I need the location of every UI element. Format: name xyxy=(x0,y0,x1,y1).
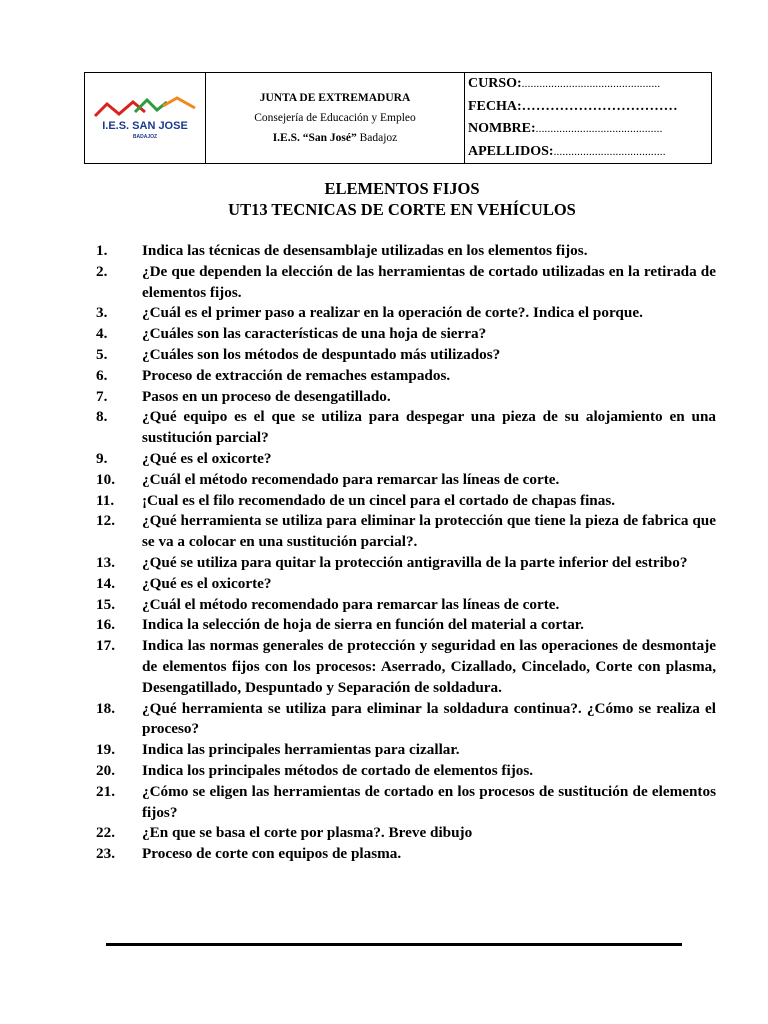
question-item xyxy=(96,491,716,512)
apellidos-field xyxy=(468,143,711,161)
department-name: Consejería de Educación y Empleo xyxy=(254,112,416,124)
apellidos-label: APELLIDOS: xyxy=(468,144,554,159)
logo-green-line xyxy=(135,100,167,112)
question-item xyxy=(96,699,716,741)
question-text: Indica las técnicas de desensamblaje utilizadas en los elementos fijos. xyxy=(142,242,588,259)
question-number: 18. xyxy=(96,699,115,717)
question-text: ¿Qué es el oxicorte? xyxy=(142,449,272,467)
school-line xyxy=(273,132,398,144)
question-item xyxy=(96,823,716,844)
nombre-field xyxy=(468,120,711,138)
question-text: ¿Cuál el método recomendado para remarcar las líneas de corte. xyxy=(142,470,560,488)
question-item xyxy=(96,761,716,782)
institution-cell xyxy=(206,73,465,163)
question-text: Proceso de extracción de remaches estampados. xyxy=(142,366,451,384)
question-number: 9. xyxy=(96,449,108,467)
question-text: Proceso de corte con equipos de plasma. xyxy=(142,845,402,863)
document-titles xyxy=(84,178,720,220)
fecha-label: FECHA: xyxy=(468,99,522,114)
nombre-label: NOMBRE: xyxy=(468,121,536,136)
question-item xyxy=(96,595,716,616)
header-table xyxy=(84,72,712,164)
question-text: Indica la selección de hoja de sierra en función del material a cortar. xyxy=(142,616,584,634)
question-text: ¿Cuál es el primer paso a realizar en la operación de corte?. Indica el porque. xyxy=(142,304,643,322)
question-number: 23. xyxy=(96,845,115,863)
document-subtitle: UT13 TECNICAS DE CORTE EN VEHÍCULOS xyxy=(228,200,576,219)
question-text: ¿Qué es el oxicorte? xyxy=(142,574,272,592)
question-text: ¿Qué equipo es el que se utiliza para despegar una pieza de su alojamiento en una sustitución parcial? xyxy=(142,408,716,447)
nombre-blank: ........................................... xyxy=(535,123,663,135)
question-number: 1. xyxy=(96,242,108,259)
question-number: 3. xyxy=(96,304,108,322)
question-item xyxy=(96,511,716,553)
question-text: Indica los principales métodos de cortado de elementos fijos. xyxy=(142,761,534,779)
question-text: ¿En que se basa el corte por plasma?. Breve dibujo xyxy=(142,824,473,842)
question-text: Indica las normas generales de protección y seguridad en las operaciones de desmontaje de elementos fijos con los procesos: Aserrado, Cizallado, Cincelado, Corte con plasma, Desengatillado, Despuntado y Separación de soldadura. xyxy=(142,637,716,696)
question-item xyxy=(96,407,716,449)
question-number: 17. xyxy=(96,637,115,655)
question-item xyxy=(96,449,716,470)
student-info-cell xyxy=(465,73,711,163)
question-item xyxy=(96,574,716,595)
curso-blank: ............................................... xyxy=(521,78,661,90)
question-item xyxy=(96,782,716,824)
question-text: ¿Qué herramienta se utiliza para eliminar la soldadura continua?. ¿Cómo se realiza el proceso? xyxy=(142,699,716,738)
bottom-rule xyxy=(106,943,682,946)
question-number: 14. xyxy=(96,574,115,592)
question-number: 21. xyxy=(96,782,115,800)
question-number: 7. xyxy=(96,387,108,405)
logo-subtext: BADAJOZ xyxy=(132,134,158,140)
question-item xyxy=(96,366,716,387)
question-number: 5. xyxy=(96,345,108,363)
question-number: 12. xyxy=(96,512,115,530)
question-list xyxy=(96,241,716,865)
question-text: ¿Cuál el método recomendado para remarcar las líneas de corte. xyxy=(142,595,560,613)
question-item xyxy=(96,345,716,366)
question-number: 19. xyxy=(96,741,115,759)
question-number: 11. xyxy=(96,491,115,509)
curso-field xyxy=(468,75,711,93)
question-text: Pasos en un proceso de desengatillado. xyxy=(142,387,391,405)
question-item xyxy=(96,470,716,491)
school-logo-cell xyxy=(85,73,206,163)
question-item xyxy=(96,241,716,262)
question-text: ¡Cual es el filo recomendado de un cincel para el cortado de chapas finas. xyxy=(142,491,616,509)
question-number: 20. xyxy=(96,761,115,779)
question-text: ¿Cómo se eligen las herramientas de cortado en los procesos de sustitución de elementos fijos? xyxy=(142,782,716,821)
school-logo xyxy=(91,88,199,148)
org-name: JUNTA DE EXTREMADURA xyxy=(259,92,411,104)
logo-text: I.E.S. SAN JOSE xyxy=(102,120,188,132)
question-item xyxy=(96,387,716,408)
logo-orange-line xyxy=(163,98,195,108)
question-item xyxy=(96,324,716,345)
question-item xyxy=(96,740,716,761)
question-item xyxy=(96,553,716,574)
question-number: 6. xyxy=(96,366,108,384)
question-text: ¿Qué se utiliza para quitar la protección antigravilla de la parte inferior del estribo? xyxy=(142,553,688,571)
question-item xyxy=(96,615,716,636)
question-number: 8. xyxy=(96,408,108,426)
question-number: 16. xyxy=(96,616,115,634)
apellidos-blank: ...................................... xyxy=(553,146,666,158)
question-item xyxy=(96,303,716,324)
question-number: 2. xyxy=(96,262,108,280)
question-text: ¿Cuáles son los métodos de despuntado más utilizados? xyxy=(142,345,501,363)
question-text: Indica las principales herramientas para cizallar. xyxy=(142,741,460,759)
question-text: ¿Qué herramienta se utiliza para eliminar la protección que tiene la pieza de fabrica que se va a colocar en una sustitución parcial?. xyxy=(142,512,716,551)
question-number: 13. xyxy=(96,553,115,571)
fecha-blank: …………………………… xyxy=(521,99,678,114)
question-text: ¿Cuáles son las características de una hoja de sierra? xyxy=(142,325,487,343)
question-number: 22. xyxy=(96,824,115,842)
question-item xyxy=(96,262,716,304)
school-city: Badajoz xyxy=(359,132,398,144)
question-number: 4. xyxy=(96,325,108,343)
question-number: 10. xyxy=(96,470,115,488)
fecha-field xyxy=(468,98,711,115)
question-text: ¿De que dependen la elección de las herramientas de cortado utilizadas en la retirada de elementos fijos. xyxy=(142,262,716,301)
curso-label: CURSO: xyxy=(468,76,522,91)
question-item xyxy=(96,844,716,865)
document-title: ELEMENTOS FIJOS xyxy=(324,179,480,198)
question-item xyxy=(96,636,716,698)
question-number: 15. xyxy=(96,595,115,613)
school-name: I.E.S. “San José” xyxy=(272,132,357,144)
